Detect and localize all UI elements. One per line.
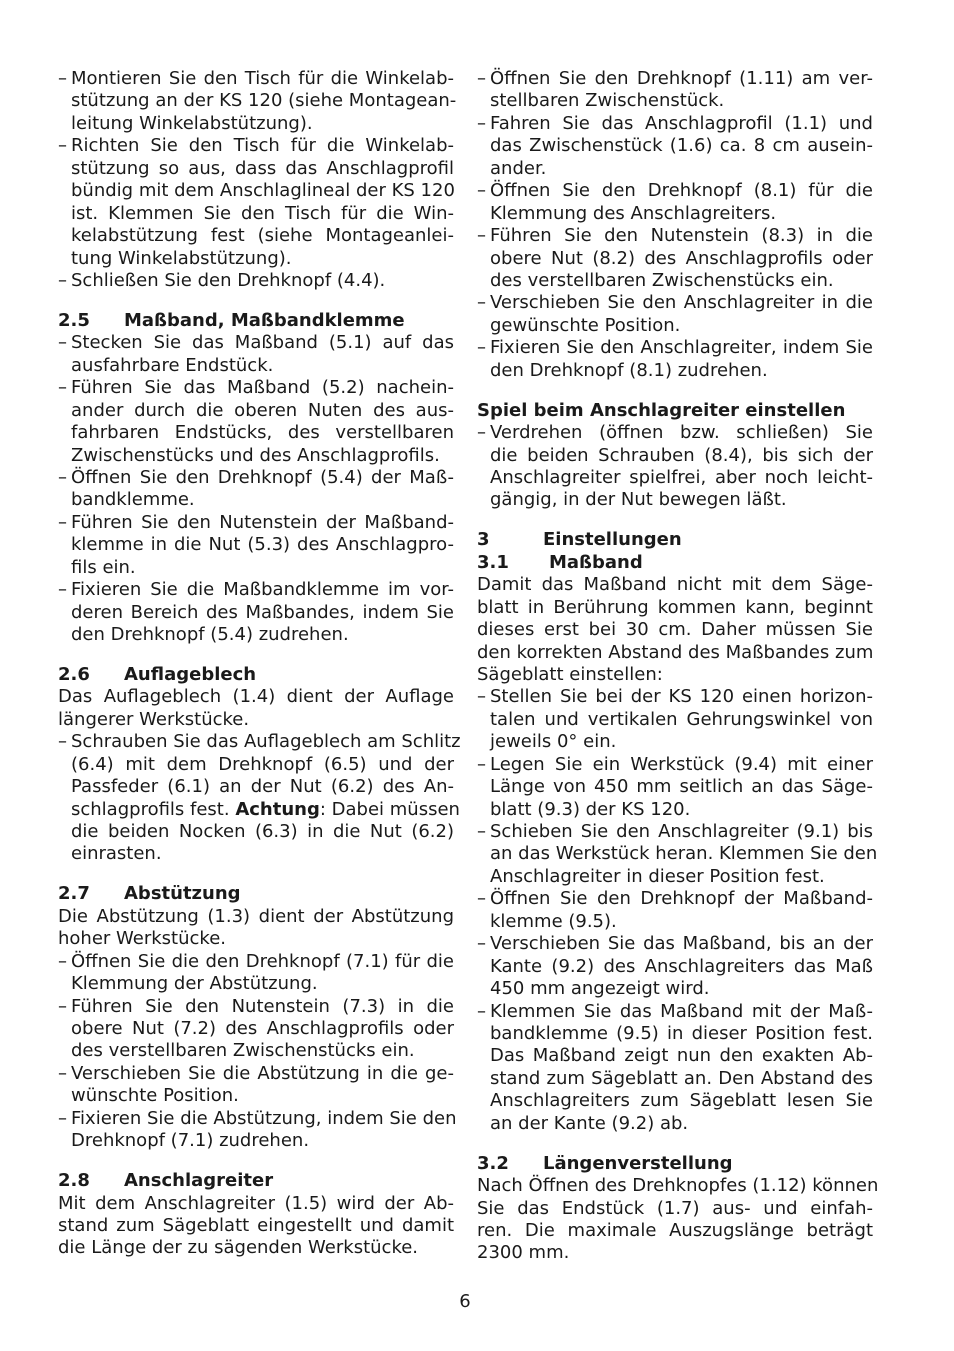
bullet-dash: – <box>477 225 486 247</box>
text-line: das Zwischenstück (1.6) ca. 8 cm ausein- <box>490 135 873 157</box>
bullet-text: Klemmen Sie das Maßband mit der Maß- <box>490 1000 873 1022</box>
paragraph-line: 2300 mm. <box>477 1242 570 1264</box>
bullet-text: Richten Sie den Tisch für die Winkelab- <box>71 135 454 157</box>
spacer <box>477 382 873 400</box>
text-line: wünschte Position. <box>71 1085 239 1107</box>
bullet-dash: – <box>58 579 67 601</box>
text-line: klemme in die Nut (5.3) des Anschlagpro- <box>71 534 454 556</box>
text-line: ist. Klemmen Sie den Tisch für die Win- <box>71 202 454 224</box>
spacer <box>58 866 454 884</box>
text-line: Anschlagreiter spielfrei, aber noch leicht- <box>490 466 873 488</box>
bullet-dash: – <box>477 1000 486 1022</box>
bullet-item <box>58 332 454 354</box>
bullet-text: Führen Sie das Maßband (5.2) nachein- <box>71 377 454 399</box>
text-line: stellbaren Zwischenstück. <box>490 90 725 112</box>
text-segment: : Dabei müssen <box>319 798 460 820</box>
text-line: deren Bereich des Maßbandes, indem Sie <box>71 601 454 623</box>
paragraph-line: den korrekten Abstand des Maßbandes zum <box>477 641 874 663</box>
text-line: die beiden Nocken (6.3) in die Nut (6.2) <box>71 821 454 842</box>
paragraph-line: blatt in Berührung kommen kann, beginnt <box>477 596 873 618</box>
bullet-dash: – <box>477 112 486 134</box>
text-line: Passfeder (6.1) an der Nut (6.2) des An- <box>71 776 454 798</box>
text-line: blatt (9.3) der KS 120. <box>490 798 691 820</box>
paragraph-line: Mit dem Anschlagreiter (1.5) wird der Ab- <box>58 1192 454 1214</box>
bullet-dash: – <box>58 269 67 291</box>
bullet-text: Stecken Sie das Maßband (5.1) auf das <box>71 332 454 354</box>
text-line: kelabstützung fest (siehe Montageanlei- <box>71 225 454 247</box>
text-line <box>58 798 460 821</box>
bullet-item <box>58 68 454 90</box>
bullet-item <box>477 686 873 708</box>
bullet-item <box>58 1063 454 1085</box>
section-number: 2.8 <box>58 1170 90 1192</box>
bullet-text: Stellen Sie bei der KS 120 einen horizon- <box>490 686 873 708</box>
bullet-item <box>58 270 454 292</box>
bullet-dash: – <box>58 377 67 399</box>
bullet-dash: – <box>477 821 486 842</box>
bullet-item <box>477 754 873 776</box>
text-line: Kante (9.2) des Anschlagreiters das Maß <box>490 955 873 977</box>
bullet-text: Schrauben Sie das Auflageblech am Schlitz <box>71 731 461 753</box>
text-line: einrasten. <box>71 843 162 865</box>
bullet-dash: – <box>58 68 67 89</box>
bullet-text: Verdrehen (öffnen bzw. schließen) Sie <box>490 422 873 444</box>
bullet-dash: – <box>58 466 67 488</box>
bullet-item <box>58 731 461 753</box>
bullet-text: Montieren Sie den Tisch für die Winkelab- <box>71 68 454 89</box>
spacer <box>477 1135 873 1153</box>
bullet-text: Öffnen Sie den Drehknopf (5.4) der Maß- <box>71 466 454 488</box>
bullet-dash: – <box>477 753 486 775</box>
text-line: bandklemme. <box>71 489 195 511</box>
spacer <box>58 646 454 664</box>
section-heading <box>477 400 873 422</box>
spacer <box>58 1153 454 1171</box>
text-line: tung Winkelabstützung). <box>71 247 292 269</box>
text-line: klemme (9.5). <box>490 910 617 932</box>
bullet-dash: – <box>477 292 486 314</box>
bullet-item <box>477 337 873 359</box>
text-line: Das Maßband zeigt nun den exakten Ab- <box>490 1045 873 1067</box>
bullet-item <box>477 888 873 910</box>
section-title: Maßband, Maßbandklemme <box>124 309 405 331</box>
paragraph-line: längerer Werkstücke. <box>58 708 250 730</box>
section-number: 3.2 <box>477 1152 509 1174</box>
spacer <box>477 512 873 530</box>
text-line: bündig mit dem Anschlaglineal der KS 120 <box>71 180 455 202</box>
text-line: stützung an der KS 120 (siehe Montagean- <box>71 90 457 112</box>
bullet-item <box>58 135 454 157</box>
bullet-dash: – <box>58 1062 67 1084</box>
page-number: 6 <box>459 1291 471 1312</box>
section-heading <box>58 310 454 332</box>
text-line: obere Nut (7.2) des Anschlagprofils oder <box>71 1018 454 1039</box>
bullet-text: Legen Sie ein Werkstück (9.4) mit einer <box>490 753 873 775</box>
bullet-dash: – <box>477 422 486 444</box>
bullet-text: Verschieben Sie die Abstützung in die ge- <box>71 1062 454 1084</box>
bullet-dash: – <box>58 1107 67 1129</box>
bullet-item <box>477 225 873 247</box>
text-line: ander. <box>490 157 547 179</box>
bullet-dash: – <box>58 511 67 533</box>
text-line: fils ein. <box>71 556 136 578</box>
bullet-dash: – <box>477 686 486 708</box>
bullet-text: Öffnen Sie die den Drehknopf (7.1) für die <box>71 950 454 972</box>
bullet-dash: – <box>58 995 67 1017</box>
text-line: den Drehknopf (8.1) zudrehen. <box>490 359 768 381</box>
paragraph-line: Die Abstützung (1.3) dient der Abstützung <box>58 905 454 927</box>
text-line: leitung Winkelabstützung). <box>71 112 313 134</box>
paragraph-line: Das Auflageblech (1.4) dient der Auflage <box>58 686 454 708</box>
section-title: Einstellungen <box>543 529 682 551</box>
text-line: gängig, in der Nut bewegen läßt. <box>490 489 787 511</box>
section-title: Spiel beim Anschlagreiter einstellen <box>477 399 846 421</box>
text-line: ander durch die oberen Nuten des aus- <box>71 399 454 421</box>
paragraph-line: Sie das Endstück (1.7) aus- und einfah- <box>477 1197 873 1219</box>
bullet-dash: – <box>58 332 67 354</box>
bullet-text: Öffnen Sie den Drehknopf (1.11) am ver- <box>490 68 873 89</box>
section-number: 2.7 <box>58 883 90 905</box>
text-line: des verstellbaren Zwischenstücks ein. <box>71 1040 415 1062</box>
bullet-text: Führen Sie den Nutenstein (8.3) in die <box>490 225 873 247</box>
bullet-item <box>477 933 873 955</box>
bullet-item <box>477 292 873 314</box>
paragraph-line: hoher Werkstücke. <box>58 928 226 950</box>
section-title: Anschlagreiter <box>124 1170 274 1192</box>
text-line: Zwischenstücks und des Anschlagprofils. <box>71 444 440 466</box>
section-title: Maßband <box>549 551 643 573</box>
bullet-text: Fixieren Sie die Maßbandklemme im vor- <box>71 579 454 601</box>
bullet-text: Öffnen Sie den Drehknopf (8.1) für die <box>490 180 873 202</box>
text-line: Länge von 450 mm seitlich an das Säge- <box>490 776 873 798</box>
bullet-item <box>477 1001 873 1023</box>
bullet-text: Verschieben Sie das Maßband, bis an der <box>490 933 873 955</box>
bullet-item <box>58 377 454 399</box>
left-column <box>58 68 461 1260</box>
bullet-item <box>477 422 873 444</box>
section-number: 2.6 <box>58 663 90 685</box>
text-line: obere Nut (8.2) des Anschlagprofils oder <box>490 247 873 269</box>
bullet-item <box>58 951 454 973</box>
text-line: bandklemme (9.5) in dieser Position fest. <box>490 1022 873 1044</box>
text-line: an das Werkstück heran. Klemmen Sie den <box>490 843 878 865</box>
paragraph-line: dieses erst bei 30 cm. Daher müssen Sie <box>477 619 873 641</box>
section-title: Abstützung <box>124 883 241 905</box>
bullet-item <box>58 1107 457 1130</box>
paragraph-line: Nach Öffnen des Drehknopfes (1.12) können <box>477 1175 879 1197</box>
section-heading <box>477 529 873 551</box>
bullet-item <box>58 467 454 489</box>
paragraph-line: Sägeblatt einstellen: <box>477 663 663 685</box>
right-column <box>477 68 879 1265</box>
bullet-item <box>58 512 454 534</box>
spacer <box>58 292 454 310</box>
text-line: stützung so aus, dass das Anschlagprofil <box>71 157 454 179</box>
text-line: Klemmung des Anschlagreiters. <box>490 202 777 224</box>
bullet-dash: – <box>477 888 486 910</box>
text-line: Klemmung der Abstützung. <box>71 973 318 995</box>
section-title: Auflageblech <box>124 663 257 685</box>
text-line: jeweils 0° ein. <box>490 731 617 753</box>
bullet-dash: – <box>58 731 67 753</box>
section-heading <box>477 1153 873 1175</box>
section-number: 3.1 <box>477 551 509 573</box>
bullet-item <box>477 113 873 135</box>
text-line: an der Kante (9.2) ab. <box>490 1112 689 1134</box>
bullet-dash: – <box>58 135 67 157</box>
section-number: 3 <box>477 529 490 551</box>
paragraph-line: stand zum Sägeblatt eingestellt und damit <box>58 1215 454 1236</box>
text-line: talen und vertikalen Gehrungswinkel von <box>490 708 873 730</box>
text-line: gewünschte Position. <box>490 314 681 336</box>
bullet-text: Fixieren Sie den Anschlagreiter, indem Sie <box>490 337 873 359</box>
bullet-text: Öffnen Sie den Drehknopf der Maßband- <box>490 888 873 910</box>
warning-label: Achtung <box>235 798 320 820</box>
bullet-text: Fixieren Sie die Abstützung, indem Sie den <box>71 1107 457 1129</box>
text-line: 450 mm angezeigt wird. <box>490 978 710 1000</box>
section-title: Längenverstellung <box>543 1152 733 1174</box>
text-line: die beiden Schrauben (8.4), bis sich der <box>490 444 873 466</box>
bullet-text: Führen Sie den Nutenstein (7.3) in die <box>71 995 454 1017</box>
section-heading <box>477 552 873 574</box>
bullet-item <box>477 68 873 90</box>
text-line: Anschlagreiter in dieser Position fest. <box>490 865 825 887</box>
section-heading <box>58 883 454 905</box>
bullet-dash: – <box>477 180 486 202</box>
text-line: fahrbaren Endstücks, des verstellbaren <box>71 422 454 444</box>
text-line: ausfahrbare Endstück. <box>71 354 274 376</box>
bullet-text: Verschieben Sie den Anschlagreiter in die <box>490 292 873 314</box>
text-line: Drehknopf (7.1) zudrehen. <box>71 1130 310 1152</box>
bullet-text: Fahren Sie das Anschlagprofil (1.1) und <box>490 112 873 134</box>
bullet-dash: – <box>58 950 67 972</box>
bullet-item <box>477 821 873 843</box>
paragraph-line: ren. Die maximale Auszugslänge beträgt <box>477 1219 873 1241</box>
text-line: stand zum Sägeblatt an. Den Abstand des <box>490 1067 873 1089</box>
bullet-text: Schließen Sie den Drehknopf (4.4). <box>71 269 386 291</box>
bullet-dash: – <box>477 68 486 89</box>
paragraph-line: Damit das Maßband nicht mit dem Säge- <box>477 574 873 596</box>
bullet-text: Führen Sie den Nutenstein der Maßband- <box>71 511 454 533</box>
text-line: Anschlagreiters zum Sägeblatt lesen Sie <box>490 1090 873 1112</box>
section-number: 2.5 <box>58 309 90 331</box>
bullet-dash: – <box>477 337 486 359</box>
bullet-item <box>58 996 454 1018</box>
bullet-item <box>477 180 873 202</box>
section-heading <box>58 664 454 686</box>
paragraph-line: die Länge der zu sägenden Werkstücke. <box>58 1237 419 1259</box>
section-heading <box>58 1170 454 1192</box>
bullet-dash: – <box>477 933 486 955</box>
text-line: des verstellbaren Zwischenstücks ein. <box>490 269 834 291</box>
text-segment: schlagprofils fest. <box>71 798 236 820</box>
text-line: den Drehknopf (5.4) zudrehen. <box>71 624 349 645</box>
bullet-item <box>58 579 454 601</box>
text-line: (6.4) mit dem Drehknopf (6.5) und der <box>71 753 454 775</box>
bullet-text: Schieben Sie den Anschlagreiter (9.1) bis <box>490 821 873 842</box>
